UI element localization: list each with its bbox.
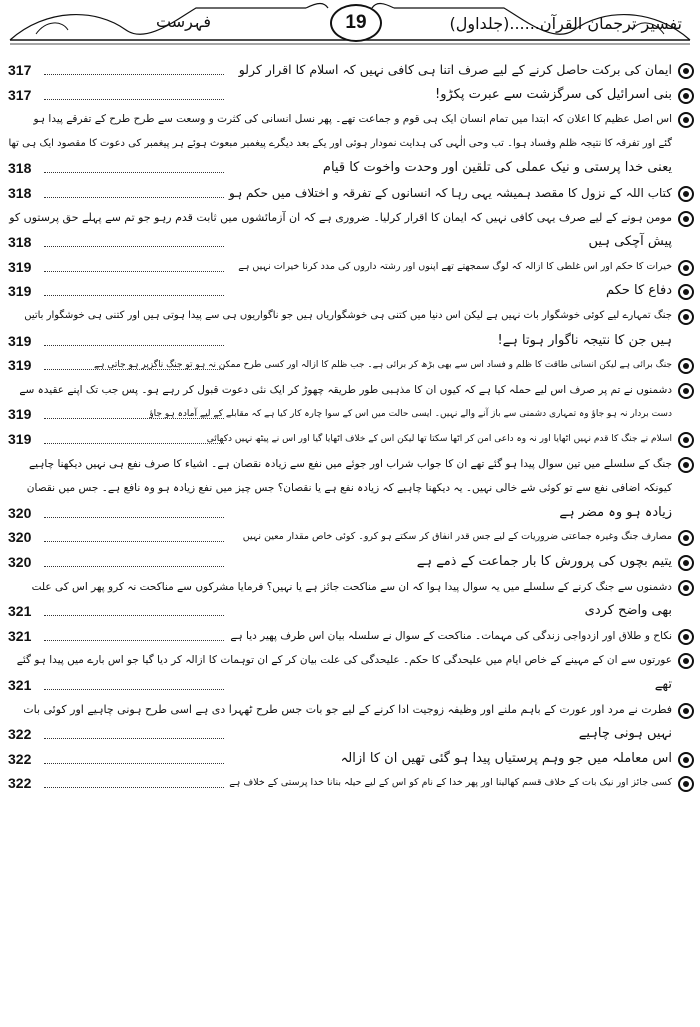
toc-entry[interactable]: [0, 452, 700, 526]
entry-page-number: 317: [8, 62, 32, 78]
leader-dots: [44, 503, 224, 518]
leader-dots: [44, 527, 224, 542]
entry-page-number: 319: [8, 283, 32, 300]
leader-dots: [44, 85, 224, 100]
entry-text-line: فطرت نے مرد اور عورت کے باہم ملنے اور وظیفہ زوجیت ادا کرنے کے لیے جو بات جس طرح ٹھہرا دی ہے اسی طرح ہونی چاہیے اور کوئی بات: [23, 702, 672, 716]
flower-bullet-icon: [678, 432, 694, 448]
leader-dots: [44, 183, 224, 198]
leader-dots: [44, 749, 224, 764]
entry-page-number: 321: [8, 676, 32, 693]
entry-page-number: 320: [8, 554, 32, 570]
leader-dots: [44, 675, 224, 690]
entry-text-line: اس اصل عظیم کا اعلان کہ ابتدا میں تمام انسان ایک ہی قوم و جماعت تھے۔ پھر نسل انسانی کی کثرت و وسعت سے طرح طرح کے تفرقے پیدا ہو: [33, 113, 672, 126]
entry-page-number: 319: [8, 332, 32, 349]
entry-page-number: 321: [8, 627, 32, 644]
leader-dots: [44, 232, 224, 247]
entry-page-number: 319: [8, 431, 32, 447]
leader-dots: [44, 724, 224, 739]
leader-dots: [44, 355, 224, 370]
section-title: فہرست: [156, 12, 211, 31]
entry-text-line: نکاح و طلاق اور ازدواجی زندگی کی مہمات۔ مناکحت کے سوال نے سلسلہ بیان اس طرف پھیر دیا ہے: [230, 629, 672, 642]
flower-bullet-icon: [678, 555, 694, 571]
entry-text-line: جنگ برائی ہے لیکن انسانی طاقت کا ظلم و فساد اس سے بھی بڑھ کر برائی ہے۔ جب ظلم کا ازالہ اور کسی طرح ممکن نہ ہو تو جنگ ناگزیر ہو جاتی ہے: [93, 360, 672, 371]
leader-dots: [44, 773, 224, 788]
entry-text-line: تھے: [654, 676, 672, 692]
flower-bullet-icon: [678, 211, 694, 227]
toc-entry[interactable]: [0, 378, 700, 427]
flower-bullet-icon: [678, 530, 694, 546]
toc-entry[interactable]: [0, 624, 700, 649]
flower-bullet-icon: [678, 260, 694, 276]
toc-entry[interactable]: [0, 353, 700, 378]
flower-bullet-icon: [678, 88, 694, 104]
leader-dots: [44, 60, 224, 75]
toc-entry[interactable]: [0, 304, 700, 353]
entry-text-line: مومن ہونے کے لیے صرف یہی کافی نہیں کہ ایمان کا اقرار کرلیا۔ ضروری ہے کہ ان آزمائشوں میں ثابت قدم رہو جو تم سے پہلے حق پرستوں کو: [9, 210, 672, 224]
leader-dots: [44, 158, 224, 173]
page-header: [6, 0, 694, 46]
leader-dots: [44, 404, 224, 419]
entry-text-line: اس معاملہ میں جو وہم پرستیاں پیدا ہو گئی تھیں ان کا ازالہ: [340, 750, 672, 766]
toc-entry[interactable]: [0, 525, 700, 550]
entry-text-line: دشمنوں نے تم پر صرف اس لیے حملہ کیا ہے کہ کیوں ان کا مذہبی طور طریقہ چھوڑ کر ایک نئی دعوت قبول کر رہے ہو۔ پس جب تک اپنے عقیدہ سے: [19, 383, 672, 396]
page-number: 19: [330, 4, 382, 42]
flower-bullet-icon: [678, 284, 694, 300]
leader-dots: [44, 281, 224, 296]
entry-text-line: ایمان کی برکت حاصل کرنے کے لیے صرف اتنا ہی کافی نہیں کہ اسلام کا اقرار کرلو: [238, 62, 672, 77]
entry-text-line: دفاع کا حکم: [605, 283, 672, 299]
entry-page-number: 322: [8, 775, 32, 792]
entry-text-line: پیش آچکی ہیں: [588, 234, 672, 250]
flower-bullet-icon: [678, 629, 694, 645]
entry-page-number: 317: [8, 86, 32, 103]
entry-page-number: 322: [8, 750, 32, 767]
leader-dots: [44, 331, 224, 346]
entry-text-line: بھی واضح کردی: [584, 603, 672, 619]
entry-text-line: دشمنوں سے جنگ کرنے کے سلسلے میں یہ سوال پیدا ہوا کہ ان سے مناکحت جائز ہے یا نہیں؟ فرمایا مشرکوں سے مناکحت نہ کرو پھر اس کی علت: [31, 580, 672, 593]
flower-bullet-icon: [678, 580, 694, 596]
toc-entry[interactable]: [0, 698, 700, 747]
entry-page-number: 320: [8, 529, 32, 546]
entry-text-line: دست بردار نہ ہو جاؤ وہ تمہاری دشمنی سے باز آنے والے نہیں۔ ایسی حالت میں اس کے سوا چارہ کار کیا ہے کہ مقابلے کے لیے آمادہ ہو جاؤ: [149, 409, 672, 420]
leader-dots: [44, 626, 224, 641]
flower-bullet-icon: [678, 653, 694, 669]
leader-dots: [44, 257, 224, 272]
entry-text-line: نہیں ہونی چاہیے: [578, 726, 672, 742]
flower-bullet-icon: [678, 776, 694, 792]
entry-page-number: 318: [8, 234, 32, 251]
entry-text-line: عورتوں سے ان کے مہینے کے خاص ایام میں علیحدگی کا حکم۔ علیحدگی کی علت بیان کر کے ان توہمات کا ازالہ کر دیا گیا جو اس بارے میں پیدا ہو گئے: [16, 654, 672, 667]
entry-text-line: زیادہ ہو وہ مضر ہے: [559, 504, 672, 520]
toc-entry[interactable]: [0, 279, 700, 304]
entry-page-number: 319: [8, 406, 32, 423]
entry-text-line: گئے اور تفرقہ کا نتیجہ ظلم وفساد ہوا۔ تب وحی الٰہی کی ہدایت نمودار ہوئی اور یکے بعد دیگرے پیغمبر مبعوث ہوئے ہر پیغمبر کی دعوت کا مقصود ایک ہی تھا: [8, 137, 672, 149]
toc-entry[interactable]: [0, 83, 700, 108]
entry-text-line: کتاب اللہ کے نزول کا مقصد ہمیشہ یہی رہا کہ انسانوں کے تفرقہ و اختلاف میں حکم ہو: [229, 186, 672, 200]
entry-text-line: خیرات کا حکم اور اس غلطی کا ازالہ کہ لوگ سمجھتے تھے اپنوں اور رشتہ داروں کی مدد کرنا خیرات نہیں ہے: [238, 260, 672, 272]
entry-page-number: 322: [8, 726, 32, 743]
entry-page-number: 321: [8, 603, 32, 620]
entry-text-line: یعنی خدا پرستی و نیک عملی کی تلقین اور وحدت واخوت کا قیام: [322, 160, 672, 176]
toc-entry[interactable]: [0, 550, 700, 575]
entry-text-line: اسلام نے جنگ کا قدم نہیں اٹھایا اور نہ وہ داعی امن کر اٹھا سکتا تھا لیکن اس کے خلاف اٹھایا گیا اور اس نے پیٹھ نہیں دکھائی: [206, 434, 672, 444]
toc-entry[interactable]: [0, 648, 700, 697]
flower-bullet-icon: [678, 703, 694, 719]
leader-dots: [44, 601, 224, 616]
entry-page-number: 318: [8, 160, 32, 177]
toc-entry[interactable]: [0, 206, 700, 255]
entry-text-line: کیونکہ اضافی نفع سے تو کوئی شے خالی نہیں۔ یہ دیکھنا چاہیے کہ زیادہ نفع ہے یا نقصان؟ جس چیز میں نفع زیادہ ہو وہ نافع ہے۔ جس میں نقصان: [26, 482, 672, 495]
entry-text-line: بنی اسرائیل کی سرگزشت سے عبرت پکڑو!: [434, 86, 672, 102]
leader-dots: [44, 552, 224, 567]
entry-text-line: جنگ کے سلسلے میں تین سوال پیدا ہو گئے تھے ان کا جواب شراب اور جوئے میں نفع سے زیادہ نقصان ہے۔ اشیاء کا صرف نفع ہی نہیں دیکھنا چاہیے: [28, 457, 672, 470]
flower-bullet-icon: [678, 752, 694, 768]
flower-bullet-icon: [678, 112, 694, 128]
flower-bullet-icon: [678, 309, 694, 325]
entry-page-number: 319: [8, 258, 32, 275]
entry-text-line: مصارف جنگ وغیرہ جماعتی ضروریات کے لیے جس قدر انفاق کر سکتے ہو کرو۔ کوئی خاص مقدار معین نہیں: [242, 531, 672, 543]
entry-page-number: 319: [8, 357, 32, 374]
entry-text-line: یتیم بچوں کی پرورش کا بار جماعت کے ذمے ہے: [416, 554, 672, 569]
toc-entry[interactable]: [0, 575, 700, 624]
toc-entry[interactable]: [0, 181, 700, 206]
toc-entry[interactable]: [0, 107, 700, 181]
flower-bullet-icon: [678, 383, 694, 399]
book-title: تفسیر ترجمان القرآن......(جلداول): [449, 14, 682, 33]
entry-text-line: ہیں جن کا نتیجہ ناگوار ہوتا ہے!: [497, 332, 672, 348]
flower-bullet-icon: [678, 186, 694, 202]
leader-dots: [44, 429, 224, 444]
flower-bullet-icon: [678, 63, 694, 79]
entry-page-number: 320: [8, 504, 32, 521]
toc-entry[interactable]: [0, 771, 700, 796]
toc-entry[interactable]: [0, 255, 700, 280]
toc-entry[interactable]: [0, 747, 700, 772]
toc-entry[interactable]: [0, 58, 700, 83]
entry-text-line: جنگ تمہارے لیے کوئی خوشگوار بات نہیں ہے لیکن اس دنیا میں کتنی ہی خوشگواریاں ہیں جو ناگواریوں ہی سے پیدا ہوتی ہیں اور کتنی ہی خوشگوار باتیں: [24, 310, 672, 321]
flower-bullet-icon: [678, 358, 694, 374]
entry-page-number: 318: [8, 185, 32, 201]
flower-bullet-icon: [678, 457, 694, 473]
entry-text-line: کسی جائز اور نیک بات کے خلاف قسم کھالینا اور پھر خدا کے نام کو اس کے لیے حیلہ بنانا خدا پرستی کے خلاف ہے: [229, 777, 672, 789]
toc-entry[interactable]: [0, 427, 700, 452]
